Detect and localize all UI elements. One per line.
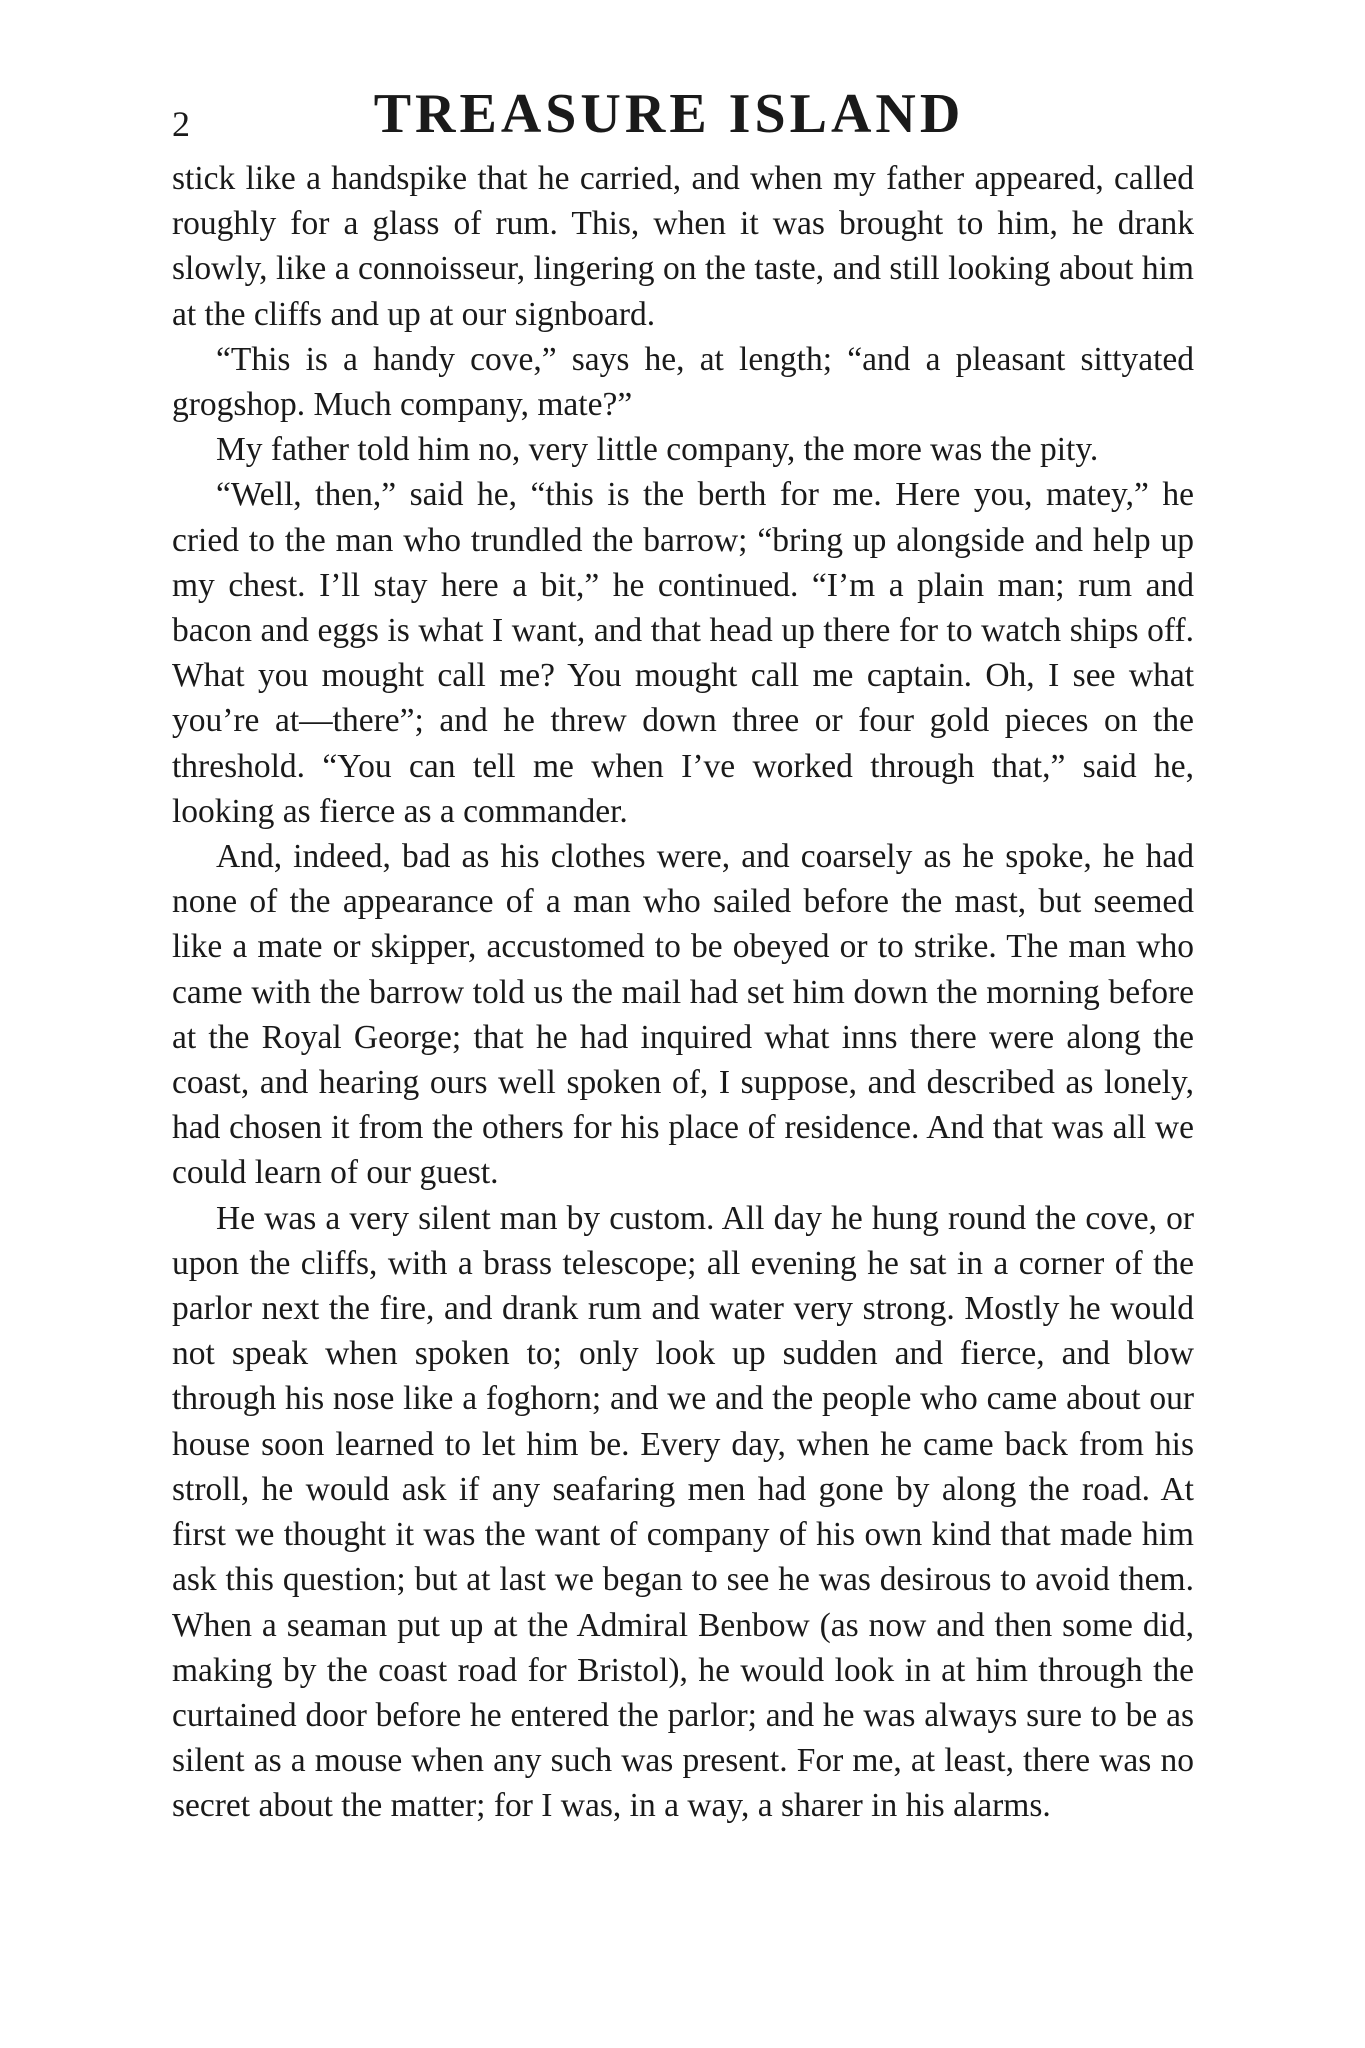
paragraph-3: My father told him no, very little company, the more was the pity. [216,431,1099,469]
paragraph-5: And, indeed, bad as his clothes were, and coarsely as he spoke, he had none of the appearance of a man who sailed before the mast, but seemed like a mate or skipper, accustomed to be obeyed or to strike. The man who came with the barrow told us the mail had set him down the morning before at the Royal George; that he had inquired what inns there were along the coast, and hearing ours well spoken of, I suppose, and described as lonely, had chosen it from the others for his place of residence. And that was all we could learn of our guest. [172,838,1194,1192]
paragraph-6: He was a very silent man by custom. All day he hung round the cove, or upon the cliffs, with a brass telescope; all evening he sat in a corner of the parlor next the fire, and drank rum and water very strong. Mostly he would not speak when spoken to; only look up sudden and fierce, and blow through his nose like a foghorn; and we and the people who came about our house soon learned to let him be. Every day, when he came back from his stroll, he would ask if any seafaring men had gone by along the road. At first we thought it was the want of company of his own kind that made him ask this question; but at last we began to see he was desirous to avoid them. When a seaman put up at the Admiral Benbow (as now and then some did, making by the coast road for Bristol), he would look in at him through the curtained door before he entered the parlor; and he was always sure to be as silent as a mouse when any such was present. For me, at least, there was no secret about the matter; for I was, in a way, a sharer in his alarms. [172,1199,1194,1825]
paragraph-4: “Well, then,” said he, “this is the berth for me. Here you, matey,” he cried to the man who trundled the barrow; “bring up alongside and help up my chest. I’ll stay here a bit,” he continued. “I’m a plain man; rum and bacon and eggs is what I want, and that head up there for to watch ships off. What you mought call me? You mought call me captain. Oh, I see what you’re at—there”; and he threw down three or four gold pieces on the threshold. “You can tell me when I’ve worked through that,” said he, looking as fierce as a commander. [172,476,1194,830]
paragraph-1: stick like a handspike that he carried, and when my father appeared, called roughly for a glass of rum. This, when it was brought to him, he drank slowly, like a connoisseur, lingering on the taste, and still looking about him at the cliffs and up at our signboard. [172,160,1194,333]
page-number: 2 [172,104,190,144]
book-page [172,83,1194,2006]
paragraph-2: “This is a handy cove,” says he, at length; “and a pleasant sittyated grogshop. Much company, mate?” [172,340,1194,424]
running-head [172,83,1194,152]
book-title: TREASURE ISLAND [373,83,965,145]
body-text [172,156,1194,1829]
